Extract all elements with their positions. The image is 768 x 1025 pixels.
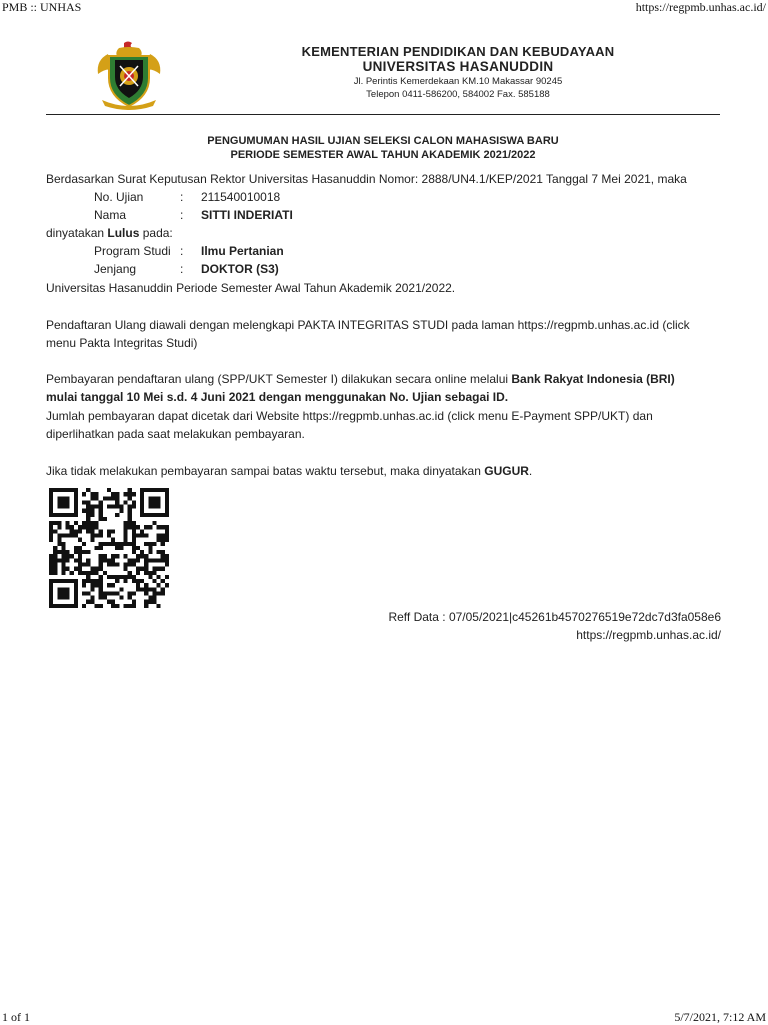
payment-prefix: Pembayaran pendaftaran ulang (SPP/UKT Semester I) dilakukan secara online melalui: [46, 372, 512, 386]
nama-value: SITTI INDERIATI: [201, 208, 293, 222]
payment-dates-text: mulai tanggal 10 Mei s.d. 4 Juni 2021 dengan menggunakan No. Ujian sebagai ID.: [46, 390, 509, 404]
payment-dates: [46, 388, 726, 406]
payment-bank: Bank Rakyat Indonesia (BRI): [511, 372, 675, 386]
program-studi-value: Ilmu Pertanian: [201, 244, 284, 258]
print-header: [0, 0, 768, 14]
university-seal-icon: [94, 40, 164, 112]
colon: :: [180, 262, 184, 276]
reff-data: Reff Data : 07/05/2021|c45261b4570276519e72dc7d3fa058e6: [388, 610, 721, 624]
declared-status: Lulus: [107, 226, 140, 240]
declared-suffix: pada:: [139, 226, 173, 240]
no-ujian-label: No. Ujian: [94, 190, 144, 204]
colon: :: [180, 190, 184, 204]
warning-prefix: Jika tidak melakukan pembayaran sampai batas waktu tersebut, maka dinyatakan: [46, 464, 485, 478]
print-line1: Jumlah pembayaran dapat dicetak dari Website https://regpmb.unhas.ac.id (click menu E-Payment SPP/UKT) dan: [46, 409, 653, 423]
print-header-url: https://regpmb.unhas.ac.id/: [635, 0, 766, 14]
payment-line: [46, 370, 726, 388]
declared-prefix: dinyatakan: [46, 226, 108, 240]
no-ujian-value: 211540010018: [201, 190, 281, 204]
declared-line: [46, 224, 726, 242]
print-footer: [0, 1010, 768, 1024]
warning-line: [46, 462, 726, 480]
colon: :: [180, 244, 184, 258]
page-count: 1 of 1: [2, 1010, 30, 1024]
announcement-title-line1: PENGUMUMAN HASIL UJIAN SELEKSI CALON MAHASISWA BARU: [207, 135, 559, 147]
jenjang-label: Jenjang: [94, 262, 137, 276]
jenjang-value: DOKTOR (S3): [201, 262, 279, 276]
colon: :: [180, 208, 184, 222]
period-line: Universitas Hasanuddin Periode Semester Awal Tahun Akademik 2021/2022.: [46, 281, 456, 295]
program-studi-label: Program Studi: [94, 244, 171, 258]
intro-text: Berdasarkan Surat Keputusan Rektor Universitas Hasanuddin Nomor: 2888/UN4.1/KEP/2021 Tanggal 7 Mei 2021, maka: [46, 172, 687, 186]
letterhead-divider: [46, 114, 720, 115]
print-header-title: PMB :: UNHAS: [2, 0, 82, 14]
print-datetime: 5/7/2021, 7:12 AM: [674, 1010, 766, 1024]
university-address: Jl. Perintis Kemerdekaan KM.10 Makassar 90245: [353, 76, 563, 87]
qr-code-icon: [46, 488, 172, 608]
ministry-name: KEMENTERIAN PENDIDIKAN DAN KEBUDAYAAN: [301, 44, 615, 59]
announcement-title-line2: PERIODE SEMESTER AWAL TAHUN AKADEMIK 2021/2022: [230, 149, 536, 161]
reff-block: [388, 608, 721, 644]
warning-status: GUGUR: [484, 464, 529, 478]
university-phone: Telepon 0411-586200, 584002 Fax. 585188: [366, 89, 550, 100]
university-name: UNIVERSITAS HASANUDDIN: [362, 59, 554, 74]
warning-suffix: .: [528, 464, 533, 478]
announcement-title: [46, 134, 720, 162]
reregistration-line1: Pendaftaran Ulang diawali dengan melengkapi PAKTA INTEGRITAS STUDI pada laman https://regpmb.unhas.ac.id (click: [46, 318, 690, 332]
print-line2: diperlihatkan pada saat melakukan pembayaran.: [46, 427, 305, 441]
reregistration-line2: menu Pakta Integritas Studi): [46, 336, 198, 350]
nama-label: Nama: [94, 208, 127, 222]
letterhead: [46, 36, 720, 116]
reff-url: https://regpmb.unhas.ac.id/: [576, 628, 721, 642]
